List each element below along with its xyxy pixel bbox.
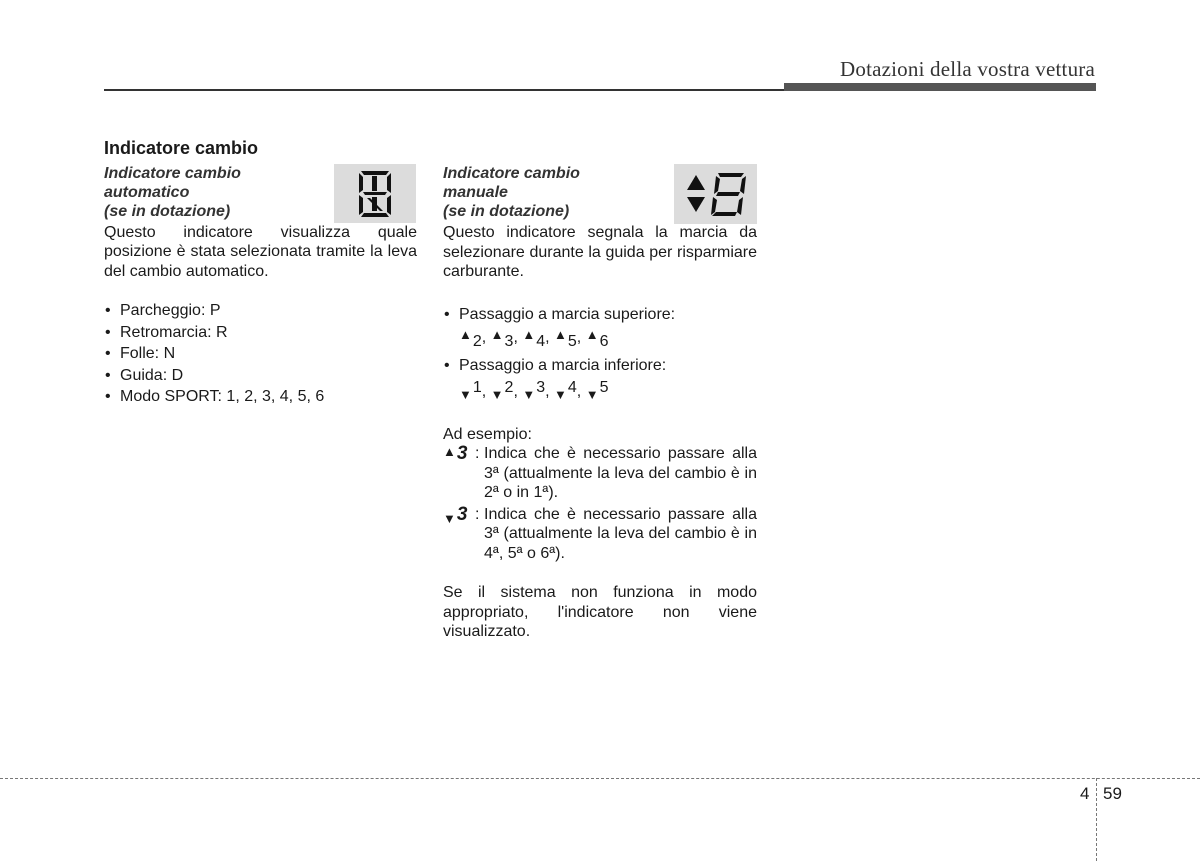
shift-list-down — [443, 355, 757, 377]
example-upshift — [443, 444, 757, 503]
subhead-automatic-line3: (se in dotazione) — [104, 202, 231, 220]
list-item: • Parcheggio: P — [104, 300, 417, 322]
segment-display-icon — [334, 164, 416, 223]
arrow-down-icon: ▼ — [522, 386, 536, 402]
example-downshift-text: Indica che è necessario passare alla 3ª (attualmente la leva del cambio è in 4ª, 5ª o 6ª). — [484, 505, 757, 562]
arrow-up-icon: ▲ — [554, 327, 567, 342]
mid-column — [443, 164, 757, 642]
automatic-description: Questo indicatore visualizza quale posizione è stata selezionata tramite la leva del cambio automatico. — [104, 223, 417, 280]
subhead-manual-line3: (se in dotazione) — [443, 203, 570, 220]
arrow-down-icon: ▼ — [459, 386, 472, 402]
arrow-up-icon: ▲ — [459, 327, 472, 342]
list-item: • Modo SPORT: 1, 2, 3, 4, 5, 6 — [104, 386, 417, 408]
example-gear: 3 — [456, 443, 468, 464]
example-downshift-symbol — [443, 505, 467, 526]
gear-value: 4 — [567, 378, 577, 396]
gear-value: 2 — [472, 333, 482, 350]
closing-paragraph: Se il sistema non funziona in modo appropriato, l'indicatore non viene visualizzato. — [443, 584, 757, 640]
downshift-label: Passaggio a marcia inferiore: — [459, 357, 667, 374]
arrow-down-icon: ▼ — [443, 510, 456, 526]
list-item: • Guida: D — [104, 365, 417, 387]
subhead-manual-line1: Indicatore cambio — [443, 165, 580, 182]
gear-value: 6 — [599, 333, 609, 350]
upshift-label: Passaggio a marcia superiore: — [459, 305, 676, 323]
gear-value: 4 — [536, 333, 546, 350]
example-upshift-text: Indica che è necessario passare alla 3ª (attualmente la leva del cambio è in 2ª o in 1ª). — [484, 445, 757, 501]
arrow-up-icon: ▲ — [490, 327, 504, 342]
header-rule — [104, 89, 784, 91]
arrow-down-icon: ▼ — [554, 386, 567, 402]
list-item-downshift — [443, 355, 757, 377]
page-header-title: Dotazioni della vostra vettura — [840, 57, 1095, 81]
example-intro: Ad esempio: — [443, 425, 532, 443]
list-item-upshift — [443, 304, 757, 326]
section-title: Indicatore cambio — [104, 138, 259, 158]
subhead-manual-line2: manuale — [443, 184, 508, 201]
gear-value: 3 — [536, 378, 546, 396]
example-downshift — [443, 505, 757, 564]
subhead-automatic-line1: Indicatore cambio — [104, 164, 241, 182]
colon: : — [475, 445, 480, 462]
gear-value: 5 — [567, 333, 577, 350]
gear-value: 3 — [504, 333, 514, 350]
shift-list — [443, 304, 757, 326]
shift-indicator-icon — [674, 164, 757, 224]
footer-rule — [0, 778, 1200, 779]
gear-value: 5 — [599, 378, 609, 396]
example-upshift-symbol — [443, 444, 467, 465]
footer-divider — [1096, 778, 1097, 861]
header-rule-accent — [784, 83, 1096, 91]
arrow-down-icon: ▼ — [490, 386, 504, 402]
page-number: 59 — [1103, 784, 1122, 803]
gear-value: 1 — [472, 378, 482, 396]
gear-value: 2 — [504, 378, 514, 396]
arrow-up-icon: ▲ — [522, 327, 536, 342]
list-item: • Retromarcia: R — [104, 322, 417, 344]
subhead-automatic-line2: automatico — [104, 183, 190, 201]
example-gear: 3 — [456, 503, 468, 525]
manual-description: Questo indicatore segnala la marcia da selezionare durante la guida per risparmiare carburante. — [443, 224, 757, 280]
arrow-up-icon: ▲ — [585, 327, 599, 342]
colon: : — [475, 505, 480, 523]
automatic-positions-list — [104, 300, 417, 408]
list-item: • Folle: N — [104, 343, 417, 365]
chapter-number: 4 — [1080, 784, 1090, 803]
arrow-up-icon: ▲ — [443, 444, 456, 459]
downshift-gears: ▼1, ▼2, ▼3, ▼4, ▼5 — [459, 378, 609, 402]
upshift-gears: ▲2, ▲3, ▲4, ▲5, ▲6 — [459, 327, 609, 350]
arrow-down-icon: ▼ — [585, 386, 599, 402]
